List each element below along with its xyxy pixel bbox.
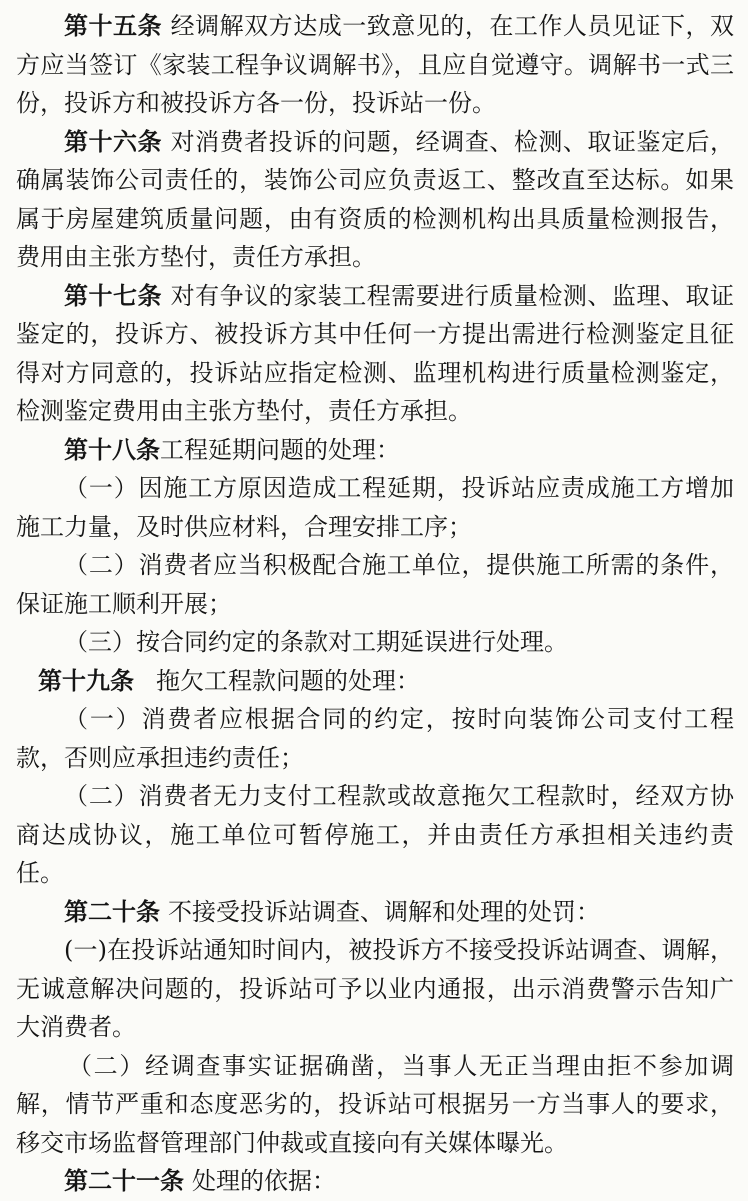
article-label: 第十七条 <box>64 281 163 310</box>
article-20-item-1: (一)在投诉站通知时间内，被投诉方不接受投诉站调查、调解，无诚意解决问题的，投诉站可予以业内通报，出示消费警示告知广大消费者。 <box>16 936 734 1041</box>
article-19-item-2: （二）消费者无力支付工程款或故意拖欠工程款时，经双方协商达成协议，施工单位可暂停施工，并由责任方承担相关违约责任。 <box>16 782 734 887</box>
article-17 <box>16 277 734 431</box>
article-18-item-1: （一）因施工方原因造成工程延期，投诉站应责成施工方增加施工力量，及时供应材料，合理安排工序； <box>16 474 734 541</box>
article-label: 第十五条 <box>64 12 163 40</box>
article-20-item-2: （二）经调查事实证据确凿，当事人无正当理由拒不参加调解，情节严重和态度恶劣的，投诉站可根据另一方当事人的要求，移交市场监督管理部门仲裁或直接向有关媒体曝光。 <box>16 1051 734 1157</box>
article-21 <box>16 1162 734 1201</box>
article-15 <box>16 7 734 123</box>
article-text: 处理的依据： <box>192 1167 336 1195</box>
article-18 <box>16 431 734 470</box>
article-20 <box>16 893 734 932</box>
article-text: 工程延期问题的处理： <box>160 435 400 464</box>
article-label: 第十九条 <box>38 666 134 695</box>
article-text: 拖欠工程款问题的处理： <box>156 666 420 695</box>
article-19-item-1: （一）消费者应根据合同的约定，按时向装饰公司支付工程款，否则应承担违约责任； <box>16 705 734 772</box>
article-text: 经调解双方达成一致意见的，在工作人员见证下，双方应当签订《家装工程争议调解书》，且应自觉遵守。调解书一式三份，投诉方和被投诉方各一份，投诉站一份。 <box>16 12 735 117</box>
article-text: 不接受投诉站调查、调解和处理的处罚： <box>168 897 600 926</box>
article-text: 对消费者投诉的问题，经调查、检测、取证鉴定后，确属装饰公司责任的，装饰公司应负责返工、整改直至达标。如果属于房屋建筑质量问题，由有资质的检测机构出具质量检测报告，费用由主张方垫付，责任方承担。 <box>16 127 735 271</box>
article-label: 第二十一条 <box>64 1167 184 1195</box>
article-label: 第十八条 <box>64 435 160 464</box>
article-18-item-3: （三）按合同约定的条款对工期延误进行处理。 <box>64 628 568 656</box>
article-label: 第十六条 <box>64 127 163 156</box>
article-label: 第二十条 <box>64 897 160 926</box>
article-text: 对有争议的家装工程需要进行质量检测、监理、取证鉴定的，投诉方、被投诉方其中任何一方提出需进行检测鉴定且征得对方同意的，投诉站应指定检测、监理机构进行质量检测鉴定，检测鉴定费用由主张方垫付，责任方承担。 <box>16 281 735 425</box>
article-18-item-2: （二）消费者应当积极配合施工单位，提供施工所需的条件，保证施工顺利开展； <box>16 551 734 618</box>
article-16 <box>16 123 734 277</box>
article-19 <box>16 662 734 701</box>
